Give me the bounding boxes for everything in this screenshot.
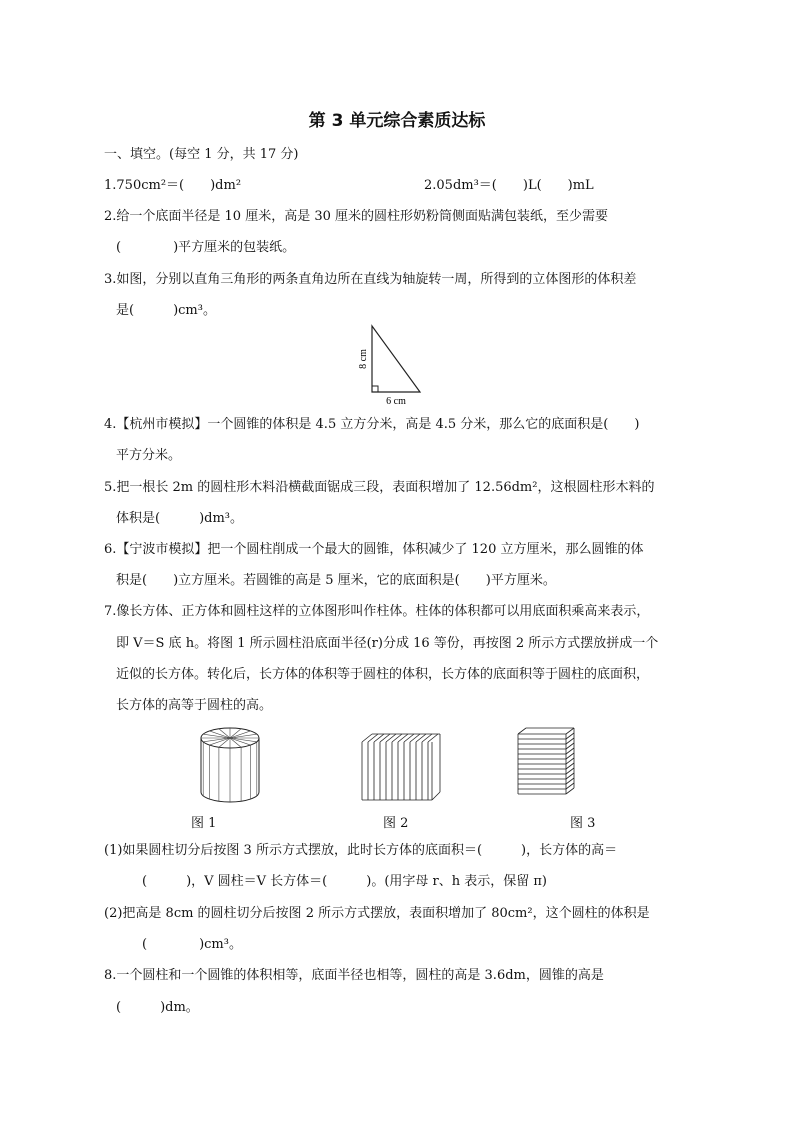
figure-2-caption: 图 2 [383,816,409,831]
question-7-sub2-line1: (2)把高是 8cm 的圆柱切分后按图 2 所示方式摆放，表面积增加了 80cm²，这个圆柱的体积是 [104,906,650,921]
figure-3-caption: 图 3 [570,816,596,831]
cylinder-figure [196,724,268,804]
question-7-line1: 7.像长方体、正方体和圆柱这样的立体图形叫作柱体。柱体的体积都可以用底面积乘高来表示， [104,604,650,619]
page-title: 第 3 单元综合素质达标 [308,111,486,131]
prism-slices-figure [356,728,442,804]
question-7-line2: 即 V＝S 底 h。将图 1 所示圆柱沿底面半径(r)分成 16 等份，再按图 2 所示方式摆放拼成一个 [116,636,659,651]
question-4-line2: 平方分米。 [116,448,182,463]
question-8-line2: ( )dm。 [116,1000,199,1015]
question-7-line4: 长方体的高等于圆柱的高。 [116,698,273,713]
question-3-line1: 3.如图，分别以直角三角形的两条直角边所在直线为轴旋转一周，所得到的立体图形的体积差 [104,272,637,287]
question-7-sub1-line1: (1)如果圆柱切分后按图 3 所示方式摆放，此时长方体的底面积＝( )，长方体的高＝ [104,843,618,858]
question-5-line2: 体积是( )dm³。 [116,511,244,526]
question-7-sub1-line2: ( )，V 圆柱＝V 长方体＝( )。(用字母 r、h 表示，保留 π) [142,874,547,889]
section-heading: 一、填空。(每空 1 分，共 17 分) [104,147,299,162]
question-2-line2: ( )平方厘米的包装纸。 [116,240,296,255]
question-8-line1: 8.一个圆柱和一个圆锥的体积相等，底面半径也相等，圆柱的高是 3.6dm，圆锥的高是 [104,968,604,983]
question-1a: 1.750cm²＝( )dm² [104,178,242,193]
right-triangle-figure [352,322,432,408]
question-6-line2: 积是( )立方厘米。若圆锥的高是 5 厘米，它的底面积是( )平方厘米。 [116,573,556,588]
question-7-sub2-line2: ( )cm³。 [142,937,242,952]
question-1b: 2.05dm³＝( )L( )mL [424,178,594,193]
question-3-line2: 是( )cm³。 [116,303,216,318]
question-7-line3: 近似的长方体。转化后，长方体的体积等于圆柱的体积，长方体的底面积等于圆柱的底面积， [116,667,650,682]
figure-1-caption: 图 1 [191,816,217,831]
question-5-line1: 5.把一根长 2m 的圆柱形木料沿横截面锯成三段，表面积增加了 12.56dm²，这根圆柱形木料的 [104,480,655,495]
question-6-line1: 6.【宁波市模拟】把一个圆柱削成一个最大的圆锥，体积减少了 120 立方厘米，那么圆锥的体 [104,542,644,557]
question-4-line1: 4.【杭州市模拟】一个圆锥的体积是 4.5 立方分米，高是 4.5 分米，那么它的底面积是( ) [104,417,640,432]
question-2-line1: 2.给一个底面半径是 10 厘米，高是 30 厘米的圆柱形奶粉筒侧面贴满包装纸，至少需要 [104,209,609,224]
triangle-height-label: 8 cm [358,349,369,369]
stacked-slices-figure [514,722,580,804]
triangle-base-label: 6 cm [386,396,406,407]
